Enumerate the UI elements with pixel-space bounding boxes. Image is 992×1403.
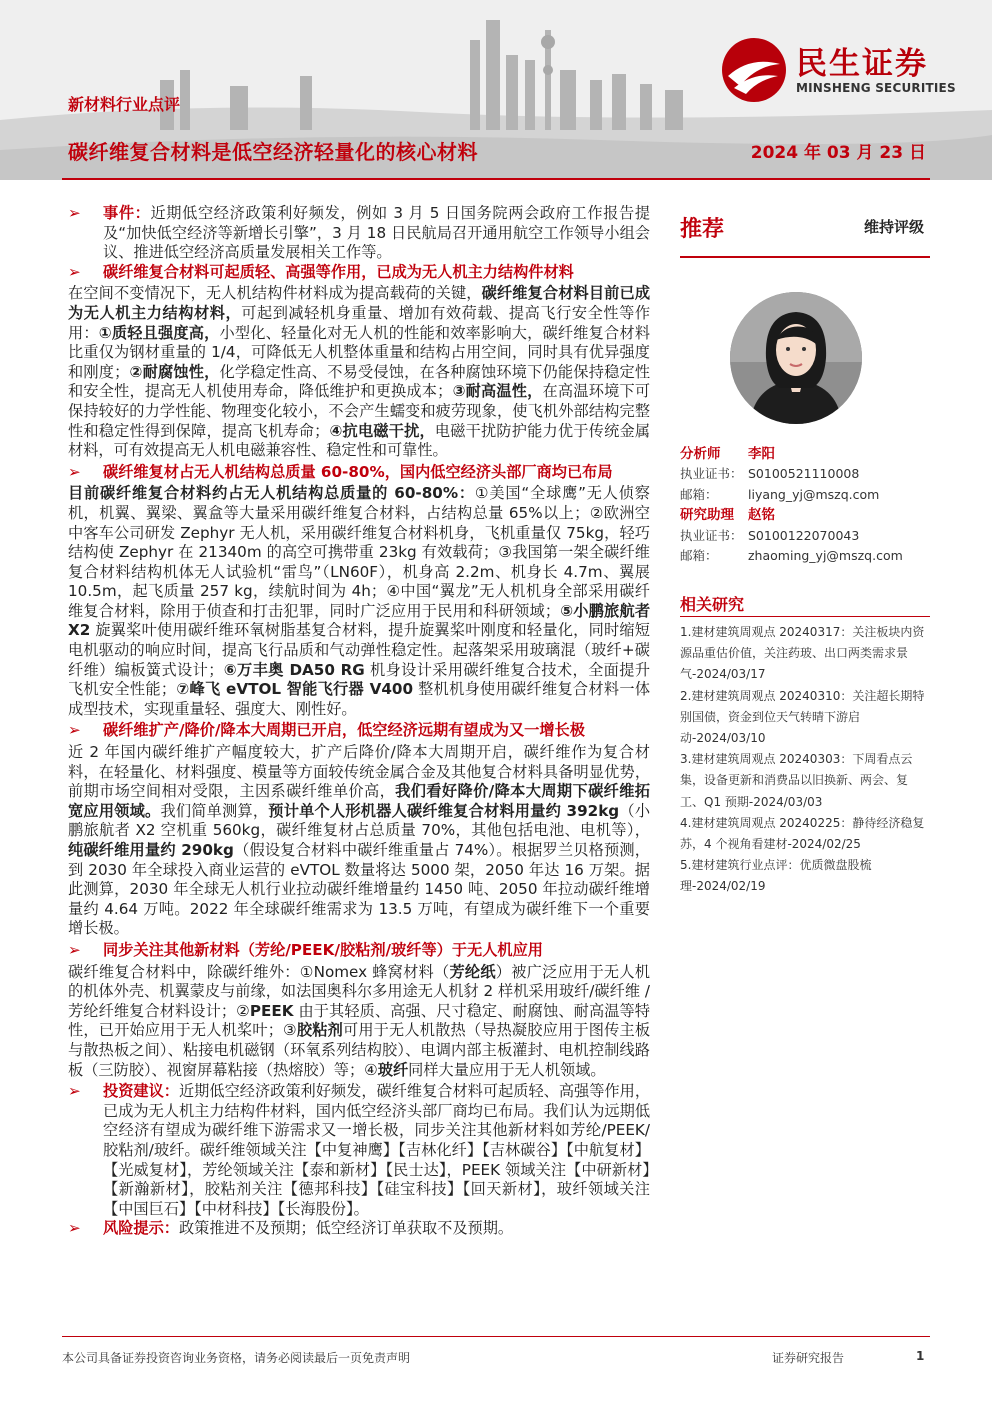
bullet-arrow-icon: ➢: [68, 462, 81, 481]
related-research-item[interactable]: 1.建材建筑周观点 20240317：关注板块内资源品重估价值，关注药玻、出口两类需求景气-2024/03/17: [680, 625, 925, 682]
bullet-arrow-icon: ➢: [68, 1219, 81, 1238]
footer-disclaimer: 本公司具备证券投资咨询业务资格，请务必阅读最后一页免责声明: [62, 1351, 411, 1365]
section-heading: ➢ 同步关注其他新材料（芳纶/PEEK/胶粘剂/玻纤等）于无人机应用: [68, 940, 543, 959]
page-number: 1: [916, 1349, 925, 1363]
sidebar: [680, 204, 930, 894]
paragraph-other-materials: 碳纤维复合材料中，除碳纤维外：①Nomex 蜂窝材料（芳纶纸）被广泛应用于无人机的机体外壳、机翼蒙皮与前缘，如法国奥科尔多用途无人机豺 2 样机采用玻纤/碳纤维 /芳纶纤维复合材料设计；②PEEK 由于其轻质、高强、尺寸稳定、耐腐蚀、耐高温等特性，已开始应用于无人机桨叶；③胶粘剂可用于无人机散热（导热凝胶应用于图传主板与散热板之间）、粘接电机磁钢（环氧系列结构胶）、电调内部主板灌封、电机控制线路板（三防胶）、视窗屏幕粘接（热熔胶）等；④玻纤同样大量应用于无人机领域。: [68, 962, 651, 1079]
footer-divider: [62, 1336, 930, 1337]
section-heading: ➢ 碳纤维复材占无人机结构总质量 60-80%，国内低空经济头部厂商均已布局: [68, 462, 613, 481]
section-heading: ➢ 碳纤维扩产/降价/降本大周期已开启，低空经济远期有望成为又一增长极: [68, 721, 585, 740]
event-paragraph: [68, 204, 650, 263]
bullet-arrow-icon: ➢: [68, 204, 81, 222]
related-research-divider: [680, 616, 930, 617]
assistant-email[interactable]: zhaoming_yj@mszq.com: [748, 547, 903, 563]
assistant-role-row: [680, 505, 930, 525]
risk-warning-text: 政策推进不及预期；低空经济订单获取不及预期。: [178, 1219, 514, 1238]
main-content: [68, 204, 650, 1239]
rating-label: 推荐: [680, 217, 725, 242]
assistant-cert-row: 执业证书： S0100122070043: [680, 526, 930, 546]
risk-warning-label: 风险提示：: [103, 1219, 179, 1238]
analyst-photo: [730, 292, 862, 424]
paragraph-capacity-cycle: 近 2 年国内碳纤维扩产幅度较大，扩产后降价/降本大周期开启，碳纤维作为复合材料，在轻量化、材料强度、模量等方面较传统金属合金及其他复合材料具备明显优势，前期市场空间相对受限，主因系碳纤维单价高，我们看好降价/降本大周期下碳纤维拓宽应用领域。我们简单测算，预计单个人形机器人碳纤维复合材料用量约 392kg（小鹏旅航者 X2 空机重 560kg，碳纤维复材占总质量 70%，其他包括电池、电机等），纯碳纤维用量约 290kg（假设复合材料中碳纤维重量占 74%）。根据罗兰贝格预测，到 2030 年全球投入商业运营的 eVTOL 数量将达 5000 架，2050 年达 16 万架。据此测算，2030 年全球无人机行业拉动碳纤维增量约 1450 吨、2050 年拉动碳纤维增量约 4.64 万吨。2022 年全球碳纤维需求为 13.5 万吨，有望成为碳纤维下一个重要增长极。: [68, 743, 650, 938]
analyst-email[interactable]: liyang_yj@mszq.com: [748, 486, 880, 502]
related-research-list: [680, 622, 930, 898]
rating-sub: 维持评级: [863, 218, 924, 236]
assistant-name: 赵铭: [748, 507, 775, 524]
analyst-role-row: [680, 444, 930, 464]
assistant-role: 研究助理: [680, 507, 734, 524]
bullet-arrow-icon: ➢: [68, 940, 81, 959]
analyst-cert: S0100521110008: [748, 466, 860, 482]
report-sector: 新材料行业点评: [68, 95, 181, 114]
risk-warning-paragraph: [68, 1219, 650, 1239]
header-banner: [0, 0, 992, 180]
investment-advice-label: 投资建议：: [103, 1082, 179, 1101]
report-date: 2024 年 03 月 23 日: [750, 143, 926, 163]
investment-advice-paragraph: [68, 1082, 650, 1219]
bullet-arrow-icon: ➢: [68, 1082, 81, 1101]
analyst-email-row: 邮箱： liyang_yj@mszq.com: [680, 485, 930, 505]
bullet-arrow-icon: ➢: [68, 721, 81, 740]
related-research-item[interactable]: 4.建材建筑周观点 20240225：静待经济稳复苏，4 个视角看建材-2024/02/25: [680, 815, 925, 852]
bullet-arrow-icon: ➢: [68, 262, 81, 281]
logo-mark-icon: [720, 36, 788, 104]
section-heading: ➢ 碳纤维复合材料可起质轻、高强等作用，已成为无人机主力结构件材料: [68, 262, 574, 281]
logo-chinese-text: 民生证券: [796, 46, 928, 82]
logo-english-text: MINSHENG SECURITIES: [796, 81, 956, 95]
related-research-item[interactable]: 2.建材建筑周观点 20240310：关注超长期特别国债，资金到位天气转晴下游启动-2024/03/10: [680, 688, 925, 746]
assistant-email-row: 邮箱： zhaoming_yj@mszq.com: [680, 546, 930, 566]
related-research-title: 相关研究: [680, 595, 745, 614]
paragraph-drone-applications: 目前碳纤维复合材料约占无人机结构总质量的 60-80%：①美国“全球鹰”无人侦察机，机翼、翼梁、翼盒等大量采用碳纤维复合材料，占结构总量 65%以上；②欧洲空中客车公司研发 Zephyr 无人机，采用碳纤维复合材料机身，飞机重量仅 75kg，轻巧结构使 Zephyr 在 21340m 的高空可携带重 23kg 有效载荷；③我国第一架全碳纤维复合材料结构机体无人试验机“雷鸟”（LN60F），机身高 2.2m、机身长 4.7m、翼展 10.5m，起飞质量 257 kg，续航时间为 4h；④中国“翼龙”无人机机身全部采用碳纤维复合材料，除用于侦查和打击犯罪，同时广泛应用于民用和科研领域；⑤小鹏旅航者 X2 旋翼桨叶使用碳纤维环氧树脂基复合材料，提升旋翼桨叶刚度和轻量化，同时缩短电机驱动的响应时间，提高飞行品质和气动弹性稳定性。起落架采用玻璃混（玻纤+碳纤维）编板簧式设计；⑥万丰奥 DA50 RG 机身设计采用碳纤维复合技术，全面提升飞机安全性能；⑦峰飞 eVTOL 智能飞行器 V400 整机机身使用碳纤维复合材料一体成型技术，实现重量轻、强度大、刚性好。: [68, 484, 651, 718]
report-title: 碳纤维复合材料是低空经济轻量化的核心材料: [68, 140, 478, 164]
footer-label: 证券研究报告: [772, 1351, 845, 1365]
related-research-item[interactable]: 3.建材建筑周观点 20240303：下周看点云集，设备更新和消费品以旧换新、两会、复工、Q1 预期-2024/03/03: [680, 752, 913, 809]
analyst-portrait-image: [730, 292, 862, 424]
assistant-cert: S0100122070043: [748, 527, 860, 543]
analyst-name: 李阳: [748, 446, 775, 462]
analyst-info: [680, 444, 930, 566]
event-label: 事件：: [103, 204, 151, 222]
investment-advice-text: 近期低空经济政策利好频发，碳纤维复合材料可起质轻、高强等作用，已成为无人机主力结构件材料，国内低空经济头部厂商均已布局。我们认为远期低空经济有望成为碳纤维下游需求又一增长极，同步关注其他新材料如芳纶/PEEK/胶粘剂/玻纤。碳纤维领域关注【中复神鹰】【吉林化纤】【吉林碳谷】【中航复材】【光威复材】，芳纶领域关注【泰和新材】【民士达】，PEEK 领域关注【中研新材】【新瀚新材】，胶粘剂关注【德邦科技】【硅宝科技】【回天新材】，玻纤领域关注【中国巨石】【中材科技】【长海股份】。: [103, 1082, 651, 1218]
paragraph-material-advantages: 在空间不变情况下，无人机结构件材料成为提高载荷的关键，碳纤维复合材料目前已成为无人机主力结构材料，可起到减轻机身重量、增加有效荷载、提高飞行安全性等作用：①质轻且强度高，小型化、轻量化对无人机的性能和效率影响大，碳纤维复合材料比重仅为钢材重量的 1/4，可降低无人机整体重量和结构占用空间，同时具有优异强度和刚度；②耐腐蚀性，化学稳定性高、不易受侵蚀，在各种腐蚀环境下仍能保持稳定性和安全性，提高无人机使用寿命，降低维护和更换成本；③耐高温性，在高温环境下可保持较好的力学性能、物理变化较小，不会产生蠕变和疲劳现象，使飞机外部结构完整性和稳定性得到保障，提高飞机寿命；④抗电磁干扰，电磁干扰防护能力优于传统金属材料，可有效提高无人机电磁兼容性、稳定性和可靠性。: [68, 284, 651, 460]
event-text: 近期低空经济政策利好频发，例如 3 月 5 日国务院两会政府工作报告提及“加快低空经济等新增长引擎”，3 月 18 日民航局召开通用航空工作领导小组会议、推进低空经济高质量发展相关工作等。: [103, 204, 651, 262]
related-research-item[interactable]: 5.建材建筑行业点评：优质微盘股梳理-2024/02/19: [680, 858, 872, 894]
header-divider: [62, 178, 930, 180]
analyst-role: 分析师: [680, 446, 721, 462]
analyst-cert-row: 执业证书： S0100521110008: [680, 464, 930, 484]
rating-box: [680, 204, 930, 258]
company-logo: [720, 36, 970, 104]
